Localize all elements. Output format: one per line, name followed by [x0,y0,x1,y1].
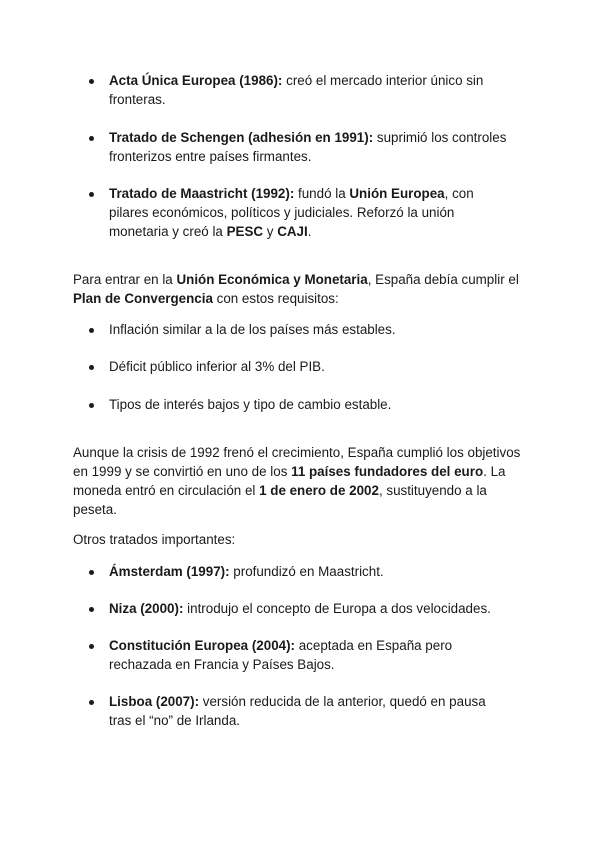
list-item: Inflación similar a la de los países más estables. [73,320,509,339]
bullet-icon [89,644,94,649]
requirements-list [73,320,533,339]
bullet-icon [89,403,94,408]
requirements-list-c [73,395,533,414]
paragraph-other-treaties: Otros tratados importantes: [73,532,236,547]
treaties-list-2b [73,599,533,618]
list-item: Lisboa (2007): versión reducida de la anterior, quedó en pausa tras el “no” de Irlanda. [73,692,509,730]
requirements-list-b [73,357,533,376]
bullet-icon [89,136,94,141]
bullet-icon [89,365,94,370]
list-item: Tratado de Maastricht (1992): fundó la Unión Europea, con pilares económicos, políticos y judiciales. Reforzó la unión monetaria y creó la PESC y CAJI. [73,184,509,241]
treaties-list-1 [73,71,533,109]
bullet-icon [89,192,94,197]
bullet-icon [89,570,94,575]
bullet-icon [89,607,94,612]
list-item: Acta Única Europea (1986): creó el mercado interior único sin fronteras. [73,71,509,109]
list-item: Tratado de Schengen (adhesión en 1991): suprimió los controles fronterizos entre países firmantes. [73,128,509,166]
list-item: Constitución Europea (2004): aceptada en España pero rechazada en Francia y Países Bajos. [73,636,509,674]
list-item: Déficit público inferior al 3% del PIB. [73,357,509,376]
treaties-list-2c [73,636,533,674]
treaties-list-2d [73,692,533,730]
treaties-list-1b [73,128,533,166]
treaties-list-1c [73,184,533,241]
bullet-icon [89,328,94,333]
bullet-icon [89,700,94,705]
bullet-icon [89,79,94,84]
paragraph-convergence: Para entrar en la Unión Económica y Monetaria, España debía cumplir el Plan de Convergencia con estos requisitos: [73,272,519,306]
list-item: Niza (2000): introdujo el concepto de Europa a dos velocidades. [73,599,509,618]
list-item: Ámsterdam (1997): profundizó en Maastricht. [73,562,509,581]
treaties-list-2 [73,562,533,581]
list-item: Tipos de interés bajos y tipo de cambio estable. [73,395,509,414]
paragraph-euro: Aunque la crisis de 1992 frenó el crecimiento, España cumplió los objetivos en 1999 y se convirtió en uno de los 11 países fundadores del euro. La moneda entró en circulación el 1 de enero de 2002, sustituyendo a la peseta. [73,445,521,517]
